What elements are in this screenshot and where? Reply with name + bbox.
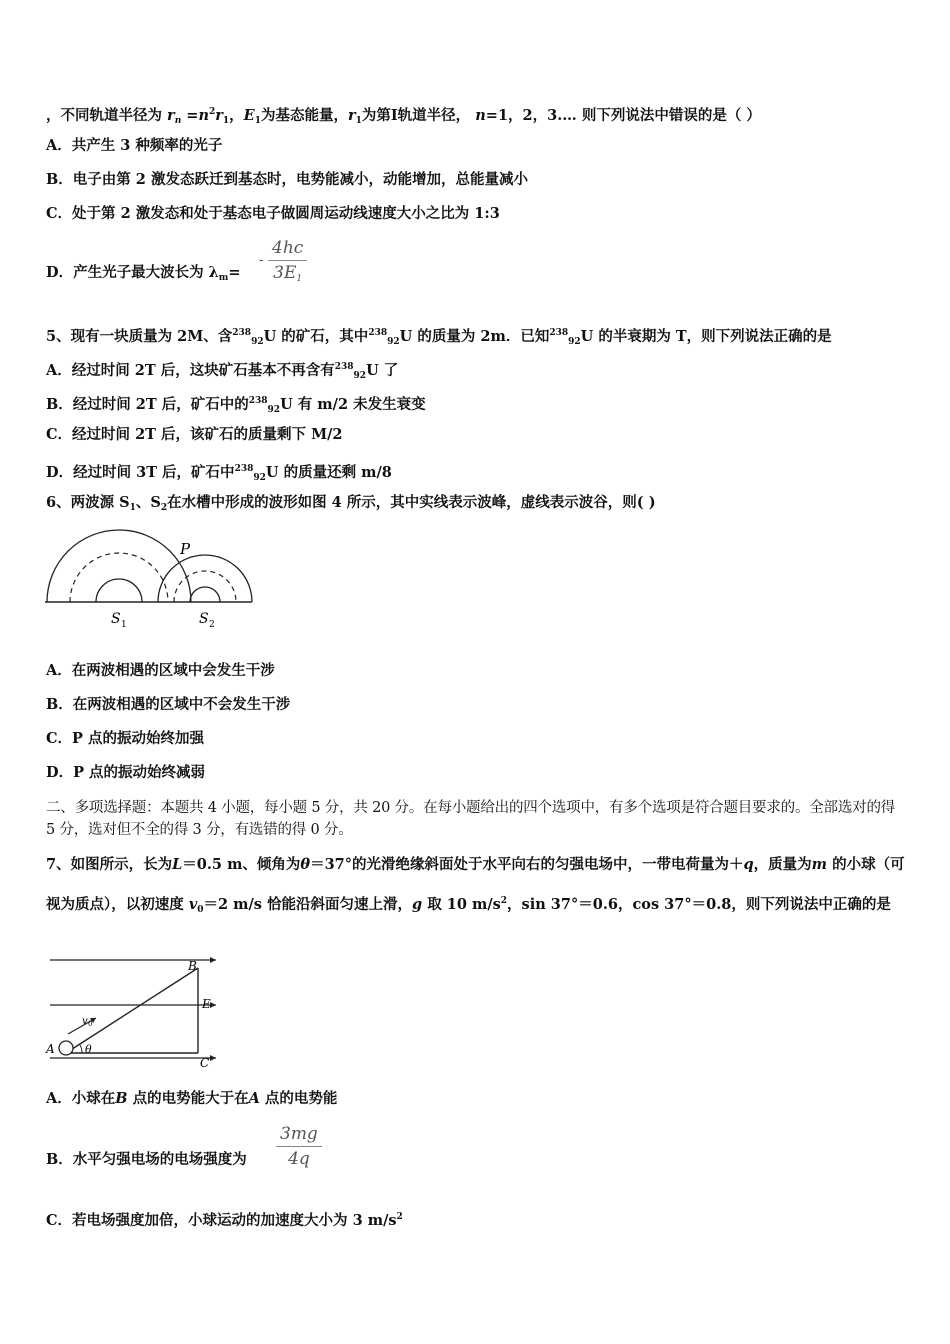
label-s2: S	[199, 611, 209, 627]
q7-field-fraction: $\frac{3mg}{4q}$	[276, 1124, 322, 1169]
label-b: B	[188, 959, 197, 973]
field-arrow-top	[210, 957, 216, 963]
label-v0: v	[82, 1016, 88, 1027]
s2-crest-inner	[190, 587, 220, 602]
ball	[59, 1041, 73, 1055]
s1-crest-inner	[96, 579, 142, 602]
q7-stem: 7、如图所示，长为L＝0.5 m、倾角为θ＝37°的光滑绝缘斜面处于水平向右的匀强电场中，一带电荷量为＋q，质量为m 的小球（可视为质点），以初速度 $v_0=2$ m/s 恰能沿斜面匀速上滑，g 取 10 $m/s^2$，sin 37°＝0.6，cos 37°＝0.8，则下列说法中正确的是	[46, 856, 905, 915]
q4-option-c: C．处于第 2 激发态和处于基态电子做圆周运动线速度大小之比为 1:3	[46, 205, 500, 222]
q5-option-d: D．经过时间 3T 后，矿石中$^{238}_{92}$U 的质量还剩 m/8	[46, 464, 392, 483]
s1-crest-outer	[47, 530, 191, 602]
incline-field-figure	[40, 952, 230, 1072]
section-2-instructions: 二、多项选择题：本题共 4 小题，每小题 5 分，共 20 分。在每小题给出的四个选项中，有多个选项是符合题目要求的。全部选对的得 5 分，选对但不全的得 3 分，有选错的得 0 分。	[46, 800, 896, 838]
incline-slope	[66, 968, 198, 1053]
q4-option-b: B．电子由第 2 激发态跃迁到基态时，电势能减小，动能增加，总能量减小	[46, 171, 528, 188]
label-theta: θ	[85, 1043, 92, 1056]
q5-option-c: C．经过时间 2T 后，该矿石的质量剩下 M/2	[46, 426, 343, 443]
q4-option-d: D．产生光子最大波长为 $\lambda_m=$	[46, 264, 241, 283]
field-arrow-bottom	[210, 1055, 216, 1061]
q7-option-a: A．小球在B 点的电势能大于在A 点的电势能	[46, 1090, 338, 1107]
q6-option-c: C．P 点的振动始终加强	[46, 730, 204, 747]
q5-option-a: A．经过时间 2T 后，这块矿石基本不再含有$^{238}_{92}$U 了	[46, 362, 399, 381]
q4-option-a: A．共产生 3 种频率的光子	[46, 137, 223, 154]
q6-option-a: A．在两波相遇的区域中会发生干涉	[46, 662, 275, 679]
label-e: E	[202, 997, 211, 1011]
label-s1-sub: 1	[121, 620, 127, 630]
label-s2-sub: 2	[209, 620, 215, 630]
q6-option-b: B．在两波相遇的区域中不会发生干涉	[46, 696, 291, 713]
q4-minus-sign: -	[259, 252, 264, 268]
field-arrow-middle	[210, 1002, 216, 1008]
label-p: P	[180, 540, 191, 558]
q6-option-d: D．P 点的振动始终减弱	[46, 764, 206, 781]
label-a: A	[46, 1042, 55, 1056]
q7-option-c: C．若电场强度加倍，小球运动的加速度大小为 3 $m/s^2$	[46, 1212, 403, 1229]
q6-stem: 6、两波源 $S_1$、$S_2$在水槽中形成的波形如图 4 所示，其中实线表示波峰，虚线表示波谷，则( )	[46, 494, 656, 513]
angle-arc	[80, 1045, 82, 1053]
label-s1: S	[111, 611, 121, 627]
q4-stem: ，不同轨道半径为 $r_n =n^2r_1$，$E_1$为基态能量，$r_1$为第Ⅰ轨道半径， n=1，2，3.… 则下列说法中错误的是（ ）	[46, 107, 761, 126]
label-v0-sub: 0	[88, 1020, 93, 1028]
q7-option-b: B．水平匀强电场的电场强度为	[46, 1151, 247, 1168]
s2-crest-outer	[158, 555, 252, 602]
q5-option-b: B．经过时间 2T 后，矿石中的$^{238}_{92}$U 有 m/2 未发生衰变	[46, 396, 426, 415]
s1-trough	[70, 553, 168, 602]
label-c: C	[200, 1056, 210, 1070]
q4-wavelength-fraction: $\frac{4hc}{3E_1}$	[268, 238, 307, 284]
q5-stem: 5、现有一块质量为 2M、含$^{238}_{92}$U 的矿石，其中$^{238}_{92}$U 的质量为 2m．已知$^{238}_{92}$U 的半衰期为 T，则下列说法正确的是	[46, 328, 832, 347]
wave-interference-figure	[40, 522, 260, 637]
